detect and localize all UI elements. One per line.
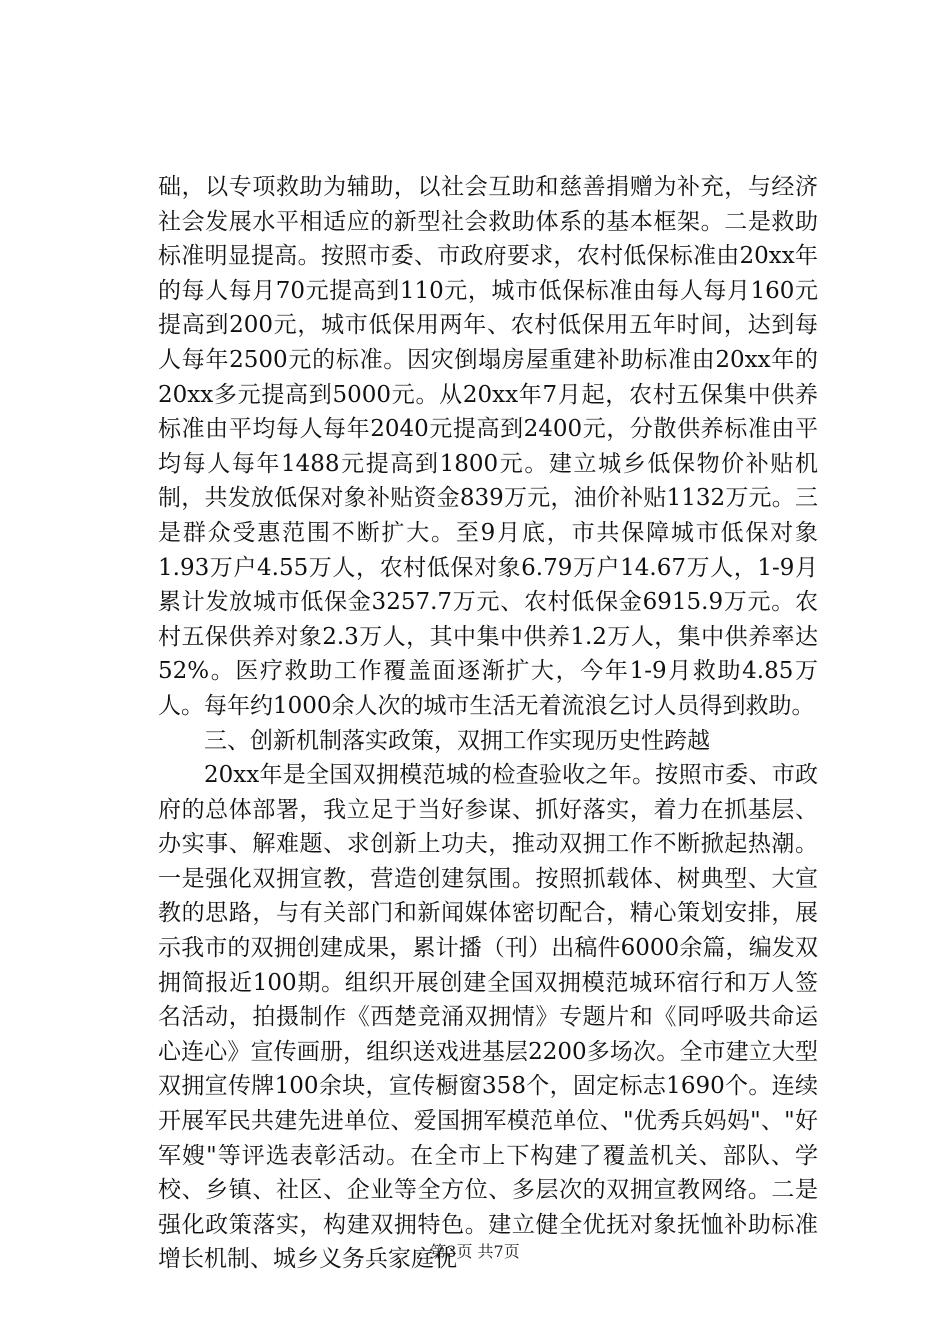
section-heading: 三、创新机制落实政策，双拥工作实现历史性跨越 (204, 727, 710, 754)
paragraph-social-assistance: 础，以专项救助为辅助，以社会互助和慈善捐赠为补充，与经济社会发展水平相适应的新型社会救助体系的基本框架。二是救助标准明显提高。按照市委、市政府要求，农村低保标准由20xx年的每人每月70元提高到110元，城市低保标准由每人每月160元提高到200元，城市低保用两年、农村低保用五年时间，达到每人每年2500元的标准。因灾倒塌房屋重建补助标准由20xx年的20xx多元提高到5000元。从20xx年7月起，农村五保集中供养标准由平均每人每年2040元提高到2400元，分散供养标准由平均每人每年1488元提高到1800元。建立城乡低保物价补贴机制，共发放低保对象补贴资金839万元，油价补贴1132万元。三是群众受惠范围不断扩大。至9月底，市共保障城市低保对象1.93万户4.55万人，农村低保对象6.79万户14.67万人，1-9月累计发放城市低保金3257.7万元、农村低保金6915.9万元。农村五保供养对象2.3万人，其中集中供养1.2万人，集中供养率达52%。医疗救助工作覆盖面逐渐扩大，今年1-9月救助4.85万人。每年约1000余人次的城市生活无着流浪乞讨人员得到救助。 (158, 174, 818, 719)
page-footer: 第3页 共7页 (430, 1242, 520, 1261)
paragraph-double-support: 20xx年是全国双拥模范城的检查验收之年。按照市委、市政府的总体部署，我立足于当好参谋、抓好落实，着力在抓基层、办实事、解难题、求创新上功夫，推动双拥工作不断掀起热潮。一是强化双拥宣教，营造创建氛围。按照抓载体、树典型、大宣教的思路，与有关部门和新闻媒体密切配合，精心策划安排，展示我市的双拥创建成果，累计播（刊）出稿件6000余篇，编发双拥简报近100期。组织开展创建全国双拥模范城环宿行和万人签名活动，拍摄制作《西楚竞涌双拥情》专题片和《同呼吸共命运心连心》宣传画册，组织送戏进基层2200多场次。全市建立大型双拥宣传牌100余块，宣传橱窗358个，固定标志1690个。连续开展军民共建先进单位、爱国拥军模范单位、"优秀兵妈妈"、"好军嫂"等评选表彰活动。在全市上下构建了覆盖机关、部队、学校、乡镇、社区、企业等全方位、多层次的双拥宣教网络。二是强化政策落实，构建双拥特色。建立健全优抚对象抚恤补助标准增长机制、城乡义务兵家庭优 (158, 762, 818, 1273)
body-text (158, 170, 818, 1277)
